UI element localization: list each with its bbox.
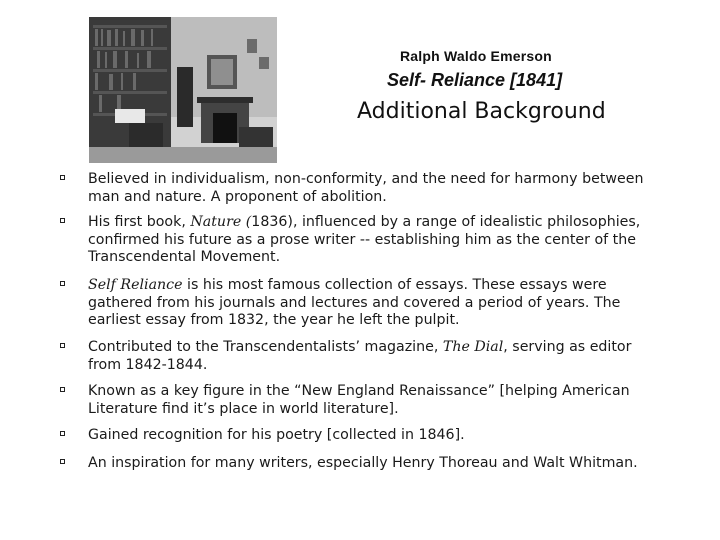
- bullet-text: Contributed to the Transcendentalists’ magazine, The Dial, serving as editor from 1842-1844.: [88, 339, 632, 373]
- work-title: Self- Reliance [1841]: [387, 70, 563, 90]
- page-subtitle: Additional Background: [357, 99, 606, 124]
- bullet-marker-icon: [60, 281, 65, 286]
- author-name: Ralph Waldo Emerson: [400, 48, 552, 64]
- nature-title: Nature (: [190, 214, 252, 230]
- bullet-marker-icon: [60, 343, 65, 348]
- bullet-text: Self Reliance is his most famous collection of essays. These essays were gathered from his journals and lectures and covered a period of years. The earliest essay from 1832, the year he left the pulpit.: [88, 277, 621, 328]
- bullet-marker-icon: [60, 459, 65, 464]
- bullet-text: Believed in individualism, non-conformity, and the need for harmony between man and nature. A proponent of abolition.: [88, 171, 644, 205]
- bullet-text: Gained recognition for his poetry [collected in 1846].: [88, 427, 465, 443]
- bullet-text: His first book, Nature (1836), influenced by a range of idealistic philosophies, confirmed his future as a prose writer -- establishing him as the center of the Transcendental Movement.: [88, 214, 641, 265]
- bullet-marker-icon: [60, 431, 65, 436]
- the-dial-title: The Dial: [442, 339, 504, 355]
- bullet-marker-icon: [60, 387, 65, 392]
- study-room-photo: [89, 17, 277, 163]
- bullet-text: Known as a key figure in the “New England Renaissance” [helping American Literature find it’s place in world literature].: [88, 383, 630, 417]
- bullet-marker-icon: [60, 175, 65, 180]
- bullet-marker-icon: [60, 218, 65, 223]
- study-room-photo-icon: [89, 17, 277, 163]
- self-reliance-title: Self Reliance: [88, 277, 183, 293]
- bullet-text: An inspiration for many writers, especially Henry Thoreau and Walt Whitman.: [88, 455, 638, 471]
